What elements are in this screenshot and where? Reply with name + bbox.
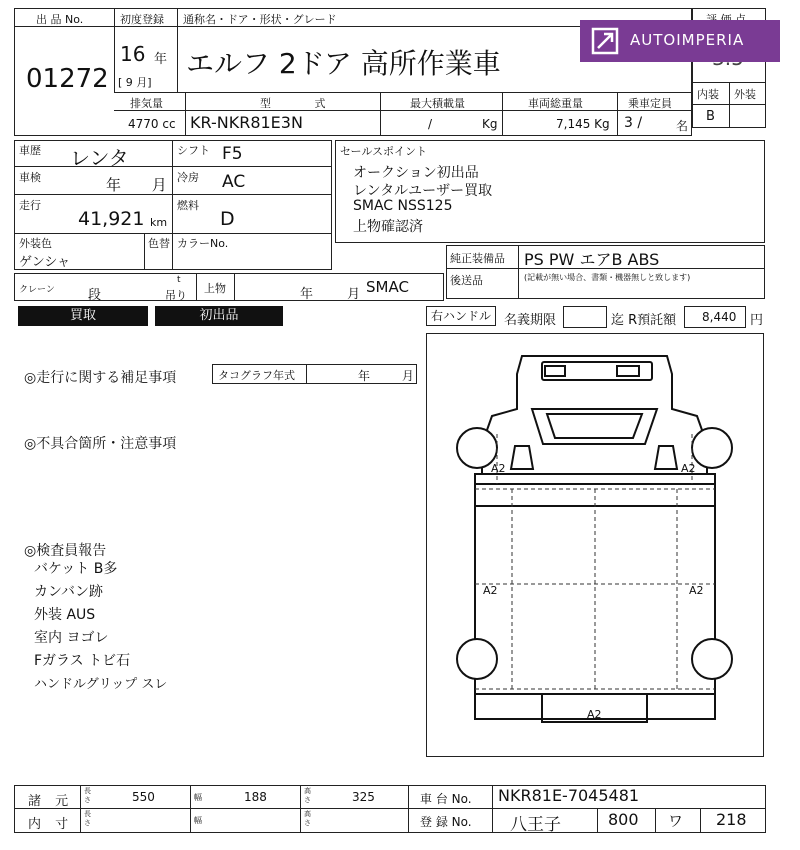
- ac-value: AC: [222, 172, 246, 192]
- plate-class: 800: [608, 810, 639, 829]
- inspector-line: ハンドルグリップ スレ: [34, 677, 168, 692]
- plate-region: 八王子: [510, 815, 561, 835]
- history-value: レンタ: [70, 146, 129, 170]
- recycle-unit: 円: [750, 313, 764, 328]
- type-label: 型 式: [260, 97, 326, 110]
- displacement-value: 4770 cc: [128, 117, 176, 131]
- inspector-line: Fガラス トビ石: [34, 653, 131, 669]
- inspection-value: 年 月: [106, 176, 167, 194]
- height-label: 高さ: [304, 787, 311, 804]
- chassis-label: 車 台 No.: [420, 792, 472, 806]
- crane-label: クレーン: [19, 285, 55, 295]
- damage-mark: A2: [491, 462, 506, 475]
- plate-kana: ワ: [668, 812, 684, 830]
- inspector-line: 外装 AUS: [34, 607, 96, 623]
- fuel-label: 燃料: [177, 199, 199, 212]
- tacho-label: タコグラフ年式: [218, 369, 295, 382]
- max-load-label: 最大積載量: [410, 97, 465, 110]
- tacho-value: 年 月: [358, 369, 414, 383]
- sales-point-line: 上物確認済: [353, 219, 423, 235]
- displacement-label: 排気量: [130, 97, 163, 110]
- inspection-label: 車検: [19, 171, 41, 184]
- lot-number: 01272: [26, 64, 109, 94]
- width-value: 188: [244, 790, 267, 804]
- logo-mark-icon: [590, 26, 620, 56]
- doc-expiry-field: [563, 306, 607, 328]
- damage-mark: A2: [483, 584, 498, 597]
- delivery-label: 後送品: [450, 274, 483, 287]
- model-name: エルフ 2ドア 高所作業車: [186, 47, 501, 80]
- damage-mark: A2: [587, 708, 602, 721]
- recycle-label: 迄 R預託額: [611, 313, 677, 328]
- interior-label: 内装: [697, 88, 719, 101]
- steering-box: 右ハンドル: [426, 306, 496, 326]
- height-label: 高さ: [304, 810, 311, 827]
- shift-label: シフト: [177, 144, 210, 157]
- sales-point-line: レンタルユーザー買取: [353, 183, 493, 199]
- vehicle-diagram: [426, 333, 764, 757]
- crane-stage: 段: [88, 288, 102, 303]
- length-label: 長さ: [84, 810, 91, 827]
- autoimperia-logo: [580, 20, 780, 62]
- inspector-report-label: ◎検査員報告: [24, 543, 107, 559]
- first-reg-year: 16: [120, 42, 146, 66]
- shift-value: F5: [222, 144, 243, 164]
- ac-label: 冷房: [177, 171, 199, 184]
- mileage-unit: km: [150, 216, 168, 229]
- mileage-value: 41,921: [78, 208, 145, 230]
- capacity-label: 乗車定員: [628, 97, 672, 110]
- sales-point-line: オークション初出品: [353, 165, 479, 181]
- exterior-label: 外装: [734, 88, 756, 101]
- plate-label: 登 録 No.: [420, 815, 472, 829]
- color-change-label: 色替: [148, 237, 170, 250]
- upper-date: 年 月: [300, 287, 361, 302]
- damage-mark: A2: [689, 584, 704, 597]
- height-value: 325: [352, 790, 375, 804]
- sales-points-label: セールスポイント: [340, 145, 428, 158]
- gross-weight-label: 車両総重量: [528, 97, 583, 110]
- length-label: 長さ: [84, 787, 91, 804]
- damage-mark: A2: [681, 462, 696, 475]
- model-name-label: 通称名・ドア・形状・グレード: [183, 13, 337, 26]
- length-value: 550: [132, 790, 155, 804]
- footer-table: [14, 785, 766, 833]
- delivery-note: (記載が無い場合、書類・機器無しと致します): [524, 273, 691, 282]
- inspector-line: バケット B多: [34, 561, 118, 577]
- sales-point-line: SMAC NSS125: [353, 198, 453, 214]
- capacity-unit: 名: [676, 119, 689, 133]
- upper-label: 上物: [204, 282, 226, 295]
- year-char: 年: [154, 52, 168, 67]
- crane-lift-unit: t: [177, 275, 181, 285]
- capacity-value: 3 /: [624, 115, 643, 131]
- crane-lift-label: 吊り: [165, 289, 187, 302]
- chassis-value: NKR81E-7045481: [498, 786, 640, 805]
- upper-value: SMAC: [366, 278, 409, 296]
- width-label: 幅: [194, 793, 202, 802]
- equipment-value: PS PW エアB ABS: [524, 250, 660, 269]
- interior-grade: B: [706, 109, 715, 124]
- buyout-badge: 買取: [18, 306, 148, 326]
- equipment-label: 純正装備品: [450, 252, 505, 265]
- width-label: 幅: [194, 816, 202, 825]
- first-reg-label: 初度登録: [120, 13, 164, 26]
- ext-color-label: 外装色: [19, 237, 52, 250]
- doc-expiry-label: 名義期限: [504, 313, 557, 328]
- plate-number: 218: [716, 810, 747, 829]
- ext-color-value: ゲンシャ: [19, 255, 71, 270]
- recycle-value: 8,440: [702, 310, 737, 324]
- type-value: KR-NKR81E3N: [190, 113, 303, 132]
- first-reg-month: [ 9 月]: [118, 76, 152, 89]
- history-label: 車歴: [19, 144, 41, 157]
- mileage-label: 走行: [19, 199, 41, 212]
- specs-row-label: 諸 元: [28, 794, 69, 809]
- inspector-line: 室内 ヨゴレ: [34, 630, 109, 646]
- defects-label: ◎不具合箇所・注意事項: [24, 436, 177, 452]
- truck-outline: [427, 334, 763, 756]
- inspector-line: カンバン跡: [34, 584, 104, 600]
- dims-row-label: 内 寸: [28, 817, 69, 832]
- logo-text: AUTOIMPERIA: [630, 31, 745, 49]
- fuel-value: D: [220, 208, 235, 230]
- max-load-unit: Kg: [482, 117, 498, 131]
- gross-weight-value: 7,145 Kg: [556, 117, 610, 131]
- color-no-label: カラーNo.: [177, 237, 229, 250]
- first-listing-badge: 初出品: [155, 306, 283, 326]
- lot-label: 出 品 No.: [36, 13, 84, 26]
- driving-notes-label: ◎走行に関する補足事項: [24, 370, 177, 386]
- max-load-value: /: [428, 117, 433, 131]
